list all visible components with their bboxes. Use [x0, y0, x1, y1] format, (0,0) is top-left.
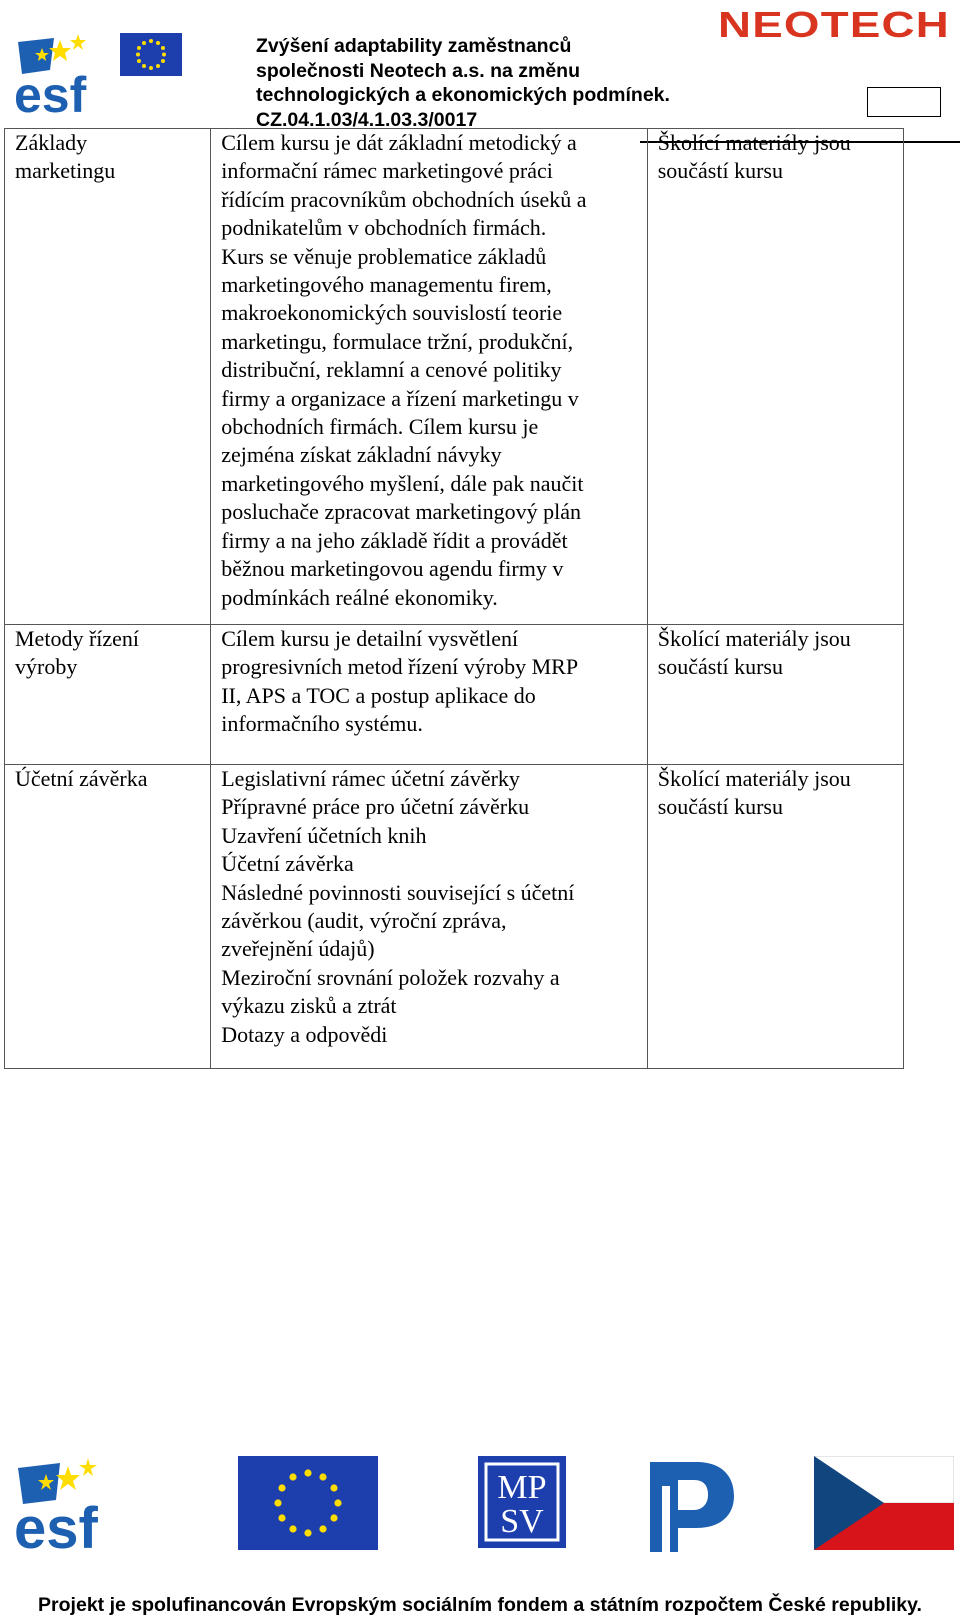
course-name-cell: [5, 625, 211, 765]
course-materials-cell: [647, 129, 903, 625]
course-description-line: Účetní závěrka: [221, 851, 354, 877]
esf-logo: [14, 32, 110, 116]
course-description-line: Přípravné práce pro účetní závěrku: [221, 794, 530, 820]
course-materials-line: Školící materiály jsou: [657, 626, 851, 651]
course-description-cell: [211, 765, 647, 1069]
course-description-line: marketingu, formulace tržní, produkční,: [221, 328, 574, 354]
project-title-line: Zvýšení adaptability zaměstnanců: [256, 35, 572, 57]
cofinancing-note: Projekt je spolufinancován Evropským sociálním fondem a státním rozpočtem České republiky.: [38, 1594, 922, 1616]
course-materials-cell: [647, 625, 903, 765]
course-description-line: zejména získat základní návyky: [221, 442, 502, 468]
project-title-line: společnosti Neotech a.s. na změnu: [256, 59, 580, 82]
eu-flag-footer: [238, 1456, 378, 1550]
course-description-line: Cílem kursu je dát základní metodický a: [221, 130, 577, 155]
course-description-line: zveřejnění údajů): [221, 936, 375, 962]
table-row: [5, 625, 904, 765]
project-code: CZ.04.1.03/4.1.03.3/0017: [256, 108, 478, 131]
course-name-line: Účetní závěrka: [15, 766, 148, 791]
course-description-line: obchodních firmách. Cílem kursu je: [221, 414, 539, 440]
course-description-line: podmínkách reálné ekonomiky.: [221, 584, 498, 610]
esf-logo-footer: [14, 1456, 126, 1552]
czech-flag: [814, 1456, 954, 1550]
course-description-line: Dotazy a odpovědi: [221, 1021, 388, 1047]
course-description-line: informačního systému.: [221, 711, 423, 737]
course-description-line: progresivních metod řízení výroby MRP: [221, 654, 579, 680]
course-description-line: informační rámec marketingové práci: [221, 158, 553, 184]
course-description-line: výkazu zisků a ztrát: [221, 993, 397, 1019]
project-title-line: technologických a ekonomických podmínek.: [256, 84, 670, 106]
course-description-line: Cílem kursu je detailní vysvětlení: [221, 626, 519, 651]
table-row: [5, 765, 904, 1069]
course-description-line: posluchače zpracovat marketingový plán: [221, 499, 582, 525]
course-description-line: II, APS a TOC a postup aplikace do: [221, 682, 536, 708]
neotech-logo: [718, 4, 954, 42]
table-row: [5, 129, 904, 625]
course-description-line: firmy a na jeho základě řídit a provádět: [221, 527, 568, 553]
course-description-line: distribuční, reklamní a cenové politiky: [221, 357, 562, 383]
course-description-line: makroekonomických souvislostí teorie: [221, 300, 563, 326]
course-description-line: marketingového managementu firem,: [221, 272, 552, 298]
eu-flag-logo: [120, 33, 182, 76]
course-description-line: firmy a organizace a řízení marketingu v: [221, 385, 579, 411]
mpsv-logo-text-top: MP: [497, 1469, 547, 1506]
course-name-cell: [5, 129, 211, 625]
course-materials-cell: [647, 765, 903, 1069]
course-description-line: Následné povinnosti související s účetní: [221, 879, 575, 905]
course-description-line: běžnou marketingovou agendu firmy v: [221, 556, 564, 582]
course-name-line: výroby: [15, 654, 78, 680]
mpsv-logo: [478, 1456, 566, 1548]
neotech-logo-text: NEOTECH: [718, 4, 950, 42]
course-name-line: Metody řízení: [15, 626, 140, 651]
course-description-cell: [211, 129, 647, 625]
ministry-p-logo: [644, 1456, 736, 1552]
course-description-line: řídícím pracovníkům obchodních úseků a: [221, 186, 587, 212]
course-name-line: marketingu: [15, 158, 116, 184]
course-materials-line: Školící materiály jsou: [657, 130, 851, 155]
course-description-line: Legislativní rámec účetní závěrky: [221, 766, 520, 791]
course-description-line: podnikatelům v obchodních firmách.: [221, 215, 547, 241]
esf-logo-text: esf: [14, 67, 87, 116]
courses-table: [4, 128, 904, 1069]
course-name-line: Základy: [15, 130, 88, 155]
course-description-line: závěrkou (audit, výroční zpráva,: [221, 908, 507, 934]
project-title: [256, 34, 726, 132]
course-name-cell: [5, 765, 211, 1069]
mpsv-logo-text-bottom: SV: [500, 1503, 544, 1540]
esf-logo-footer-text: esf: [14, 1496, 98, 1552]
course-description-line: Uzavření účetních knih: [221, 822, 427, 848]
course-description-line: Meziroční srovnání položek rozvahy a: [221, 964, 560, 990]
course-materials-line: součástí kursu: [657, 158, 783, 184]
header-empty-box: [867, 87, 941, 117]
course-description-cell: [211, 625, 647, 765]
course-description-line: Kurs se věnuje problematice základů: [221, 243, 547, 269]
course-materials-line: Školící materiály jsou: [657, 766, 851, 791]
course-materials-line: součástí kursu: [657, 654, 783, 680]
course-materials-line: součástí kursu: [657, 794, 783, 820]
course-description-line: marketingového myšlení, dále pak naučit: [221, 470, 584, 496]
